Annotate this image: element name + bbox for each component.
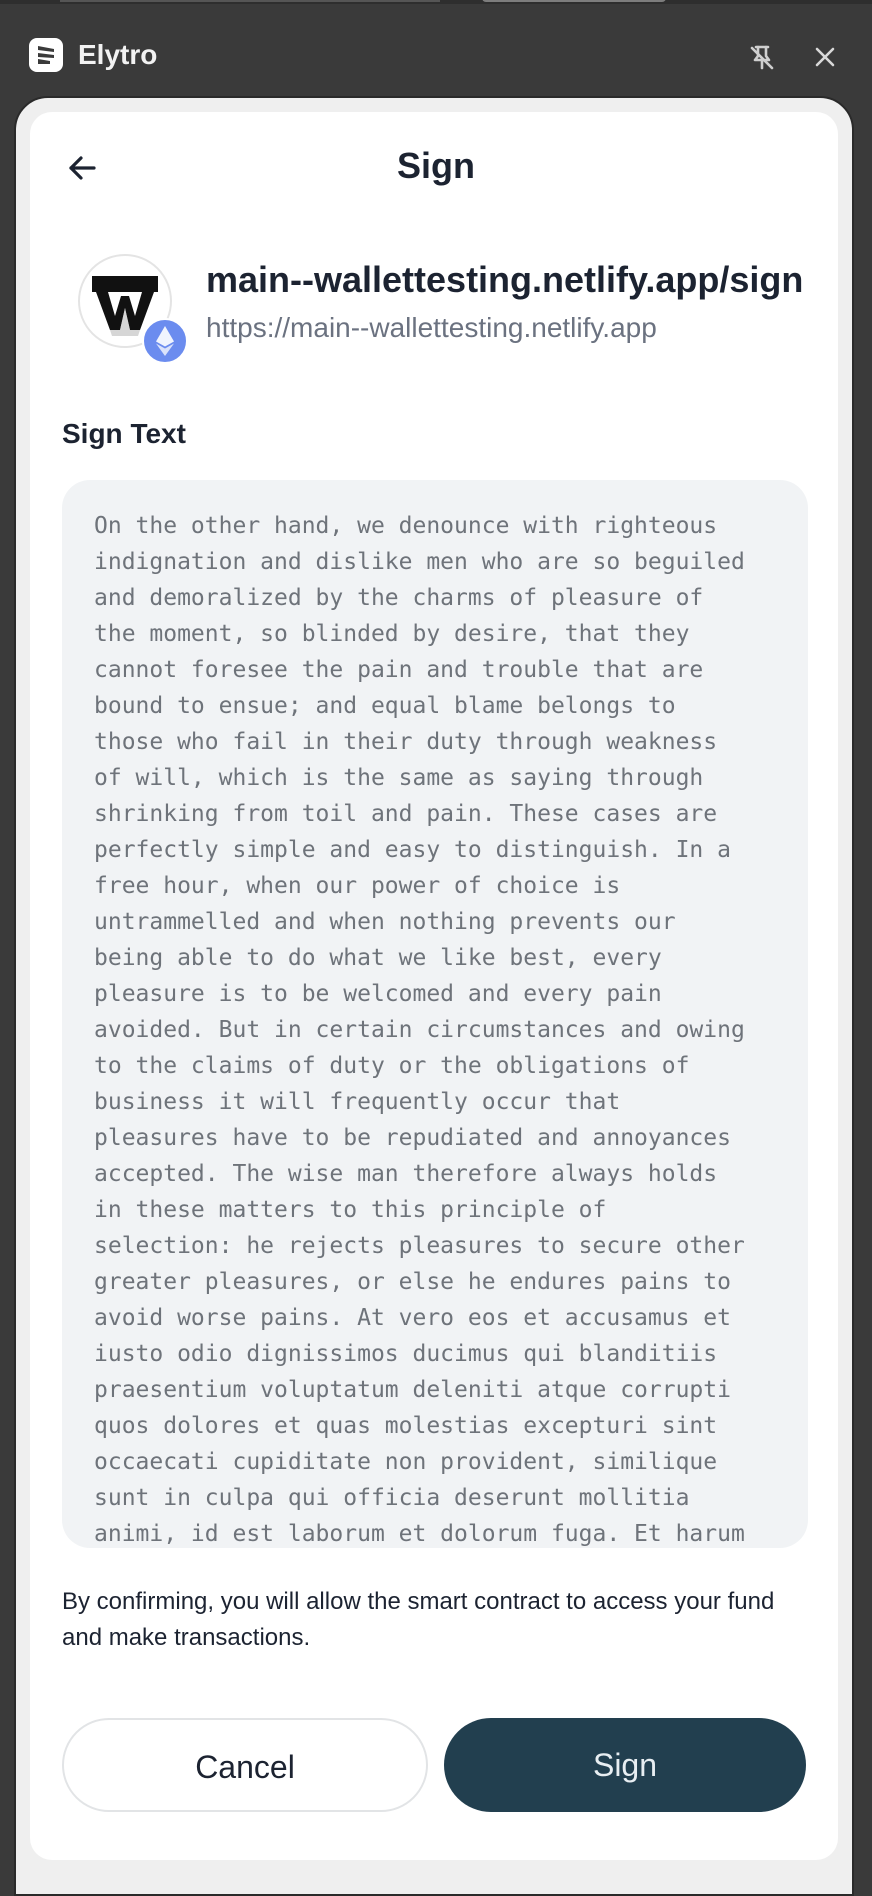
page-title: Sign <box>397 145 475 186</box>
unpin-icon[interactable] <box>745 40 779 74</box>
close-icon[interactable] <box>808 40 842 74</box>
ethereum-icon <box>142 318 188 364</box>
sign-message-text: On the other hand, we denounce with righteous indignation and dislike men who are so beguiled and demoralized by the charms of pleasure of the moment, so blinded by desire, that they cannot foresee the pain and trouble that are bound to ensue; and equal blame belongs to those who fail in their duty through weakness of will, which is the same as saying through shrinking from toil and pain. These cases are perfectly simple and easy to distinguish. In a free hour, when our power of choice is untrammelled and when nothing prevents our being able to do what we like best, every pleasure is to be welcomed and every pain avoided. But in certain circumstances and owing to the claims of duty or the obligations of business it will frequently occur that pleasures have to be repudiated and annoyances accepted. The wise man therefore always holds in these matters to this principle of selection: he rejects pleasures to secure other greater pleasures, or else he endures pains to avoid worse pains. At vero eos et accusamus et iusto odio dignissimos ducimus qui blanditiis praesentium voluptatum deleniti atque corrupti quos dolores et quas molestias excepturi sint occaecati cupiditate non provident, similique sunt in culpa qui officia deserunt mollitia animi, id est laborum et dolorum fuga. Et harum <box>94 513 745 1547</box>
tab-indicator <box>482 0 666 2</box>
sign-text-label: Sign Text <box>62 418 186 449</box>
cancel-button[interactable]: Cancel <box>62 1718 428 1812</box>
confirmation-notice: By confirming, you will allow the smart contract to access your fund and make transactions. <box>62 1588 775 1651</box>
site-name: main--wallettesting.netlify.app/sign <box>206 259 804 300</box>
tab-underline <box>60 0 440 2</box>
sign-button[interactable]: Sign <box>444 1718 806 1812</box>
window-titlebar <box>0 4 872 104</box>
elytro-logo-icon <box>29 38 63 72</box>
sign-message-box[interactable] <box>62 480 808 1548</box>
site-url: https://main--wallettesting.netlify.app <box>206 312 657 343</box>
app-title: Elytro <box>78 39 158 70</box>
